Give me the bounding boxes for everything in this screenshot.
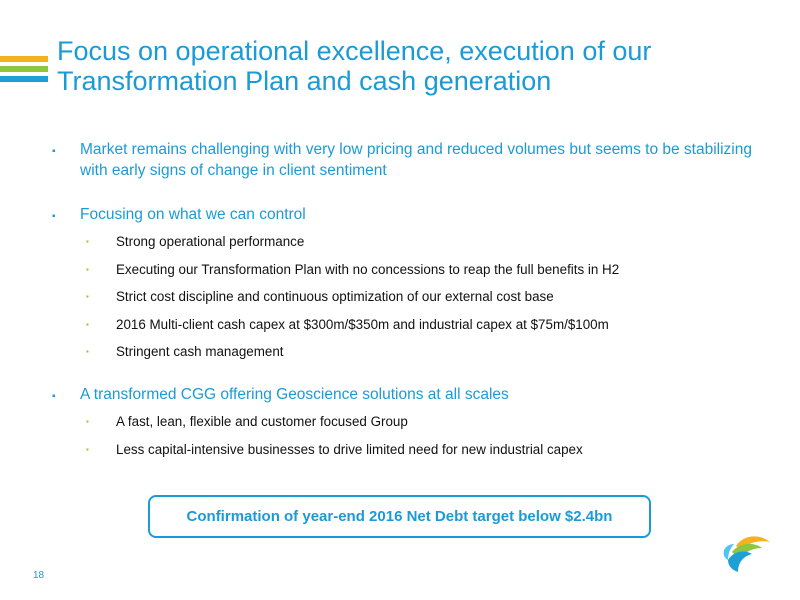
sub-bullet — [86, 441, 776, 459]
bullet-icon: ▪ — [52, 391, 56, 402]
bullet-text: A transformed CGG offering Geoscience solutions at all scales — [80, 386, 509, 403]
sub-bullet — [86, 233, 776, 251]
sub-bullet-text: Less capital-intensive businesses to drive limited need for new industrial capex — [116, 442, 583, 457]
bullet-transformed — [52, 384, 780, 405]
bullet-market — [52, 139, 780, 181]
bullet-text: Market remains challenging with very low pricing and reduced volumes but seems to be stabilizing with early signs of change in client sentiment — [80, 141, 752, 179]
sub-bullet-text: Strong operational performance — [116, 234, 305, 249]
bullet-focusing — [52, 204, 780, 225]
sub-bullet-text: Strict cost discipline and continuous optimization of our external cost base — [116, 289, 554, 304]
orange-stripe — [0, 56, 48, 62]
bullet-text: Focusing on what we can control — [80, 206, 306, 223]
sub-bullet-text: A fast, lean, flexible and customer focused Group — [116, 414, 408, 429]
green-stripe — [0, 66, 48, 72]
page-number: 18 — [33, 570, 45, 581]
sub-bullet — [86, 261, 776, 279]
slide-title: Focus on operational excellence, execution of our Transformation Plan and cash generation — [57, 36, 652, 96]
cgg-logo-icon — [722, 532, 772, 574]
blue-stripe — [0, 76, 48, 82]
sub-bullet — [86, 288, 776, 306]
sub-bullet-icon: ▪ — [86, 417, 89, 426]
sub-bullet-text: Stringent cash management — [116, 344, 284, 359]
sub-bullet-icon: ▪ — [86, 237, 89, 246]
sub-bullet-text: Executing our Transformation Plan with no concessions to reap the full benefits in H2 — [116, 262, 620, 277]
sub-bullet-icon: ▪ — [86, 445, 89, 454]
sub-bullet — [86, 343, 776, 361]
sub-bullet — [86, 316, 776, 334]
bullet-icon: ▪ — [52, 146, 56, 157]
sub-bullet-icon: ▪ — [86, 265, 89, 274]
sub-bullet-text: 2016 Multi-client cash capex at $300m/$350m and industrial capex at $75m/$100m — [116, 317, 609, 332]
bullet-icon: ▪ — [52, 211, 56, 222]
sub-bullet — [86, 413, 776, 431]
callout-text: Confirmation of year-end 2016 Net Debt target below $2.4bn — [186, 508, 613, 525]
sub-bullet-icon: ▪ — [86, 347, 89, 356]
decorative-stripes — [0, 56, 48, 86]
sub-bullet-icon: ▪ — [86, 292, 89, 301]
sub-bullet-icon: ▪ — [86, 320, 89, 329]
callout-box — [148, 495, 651, 538]
